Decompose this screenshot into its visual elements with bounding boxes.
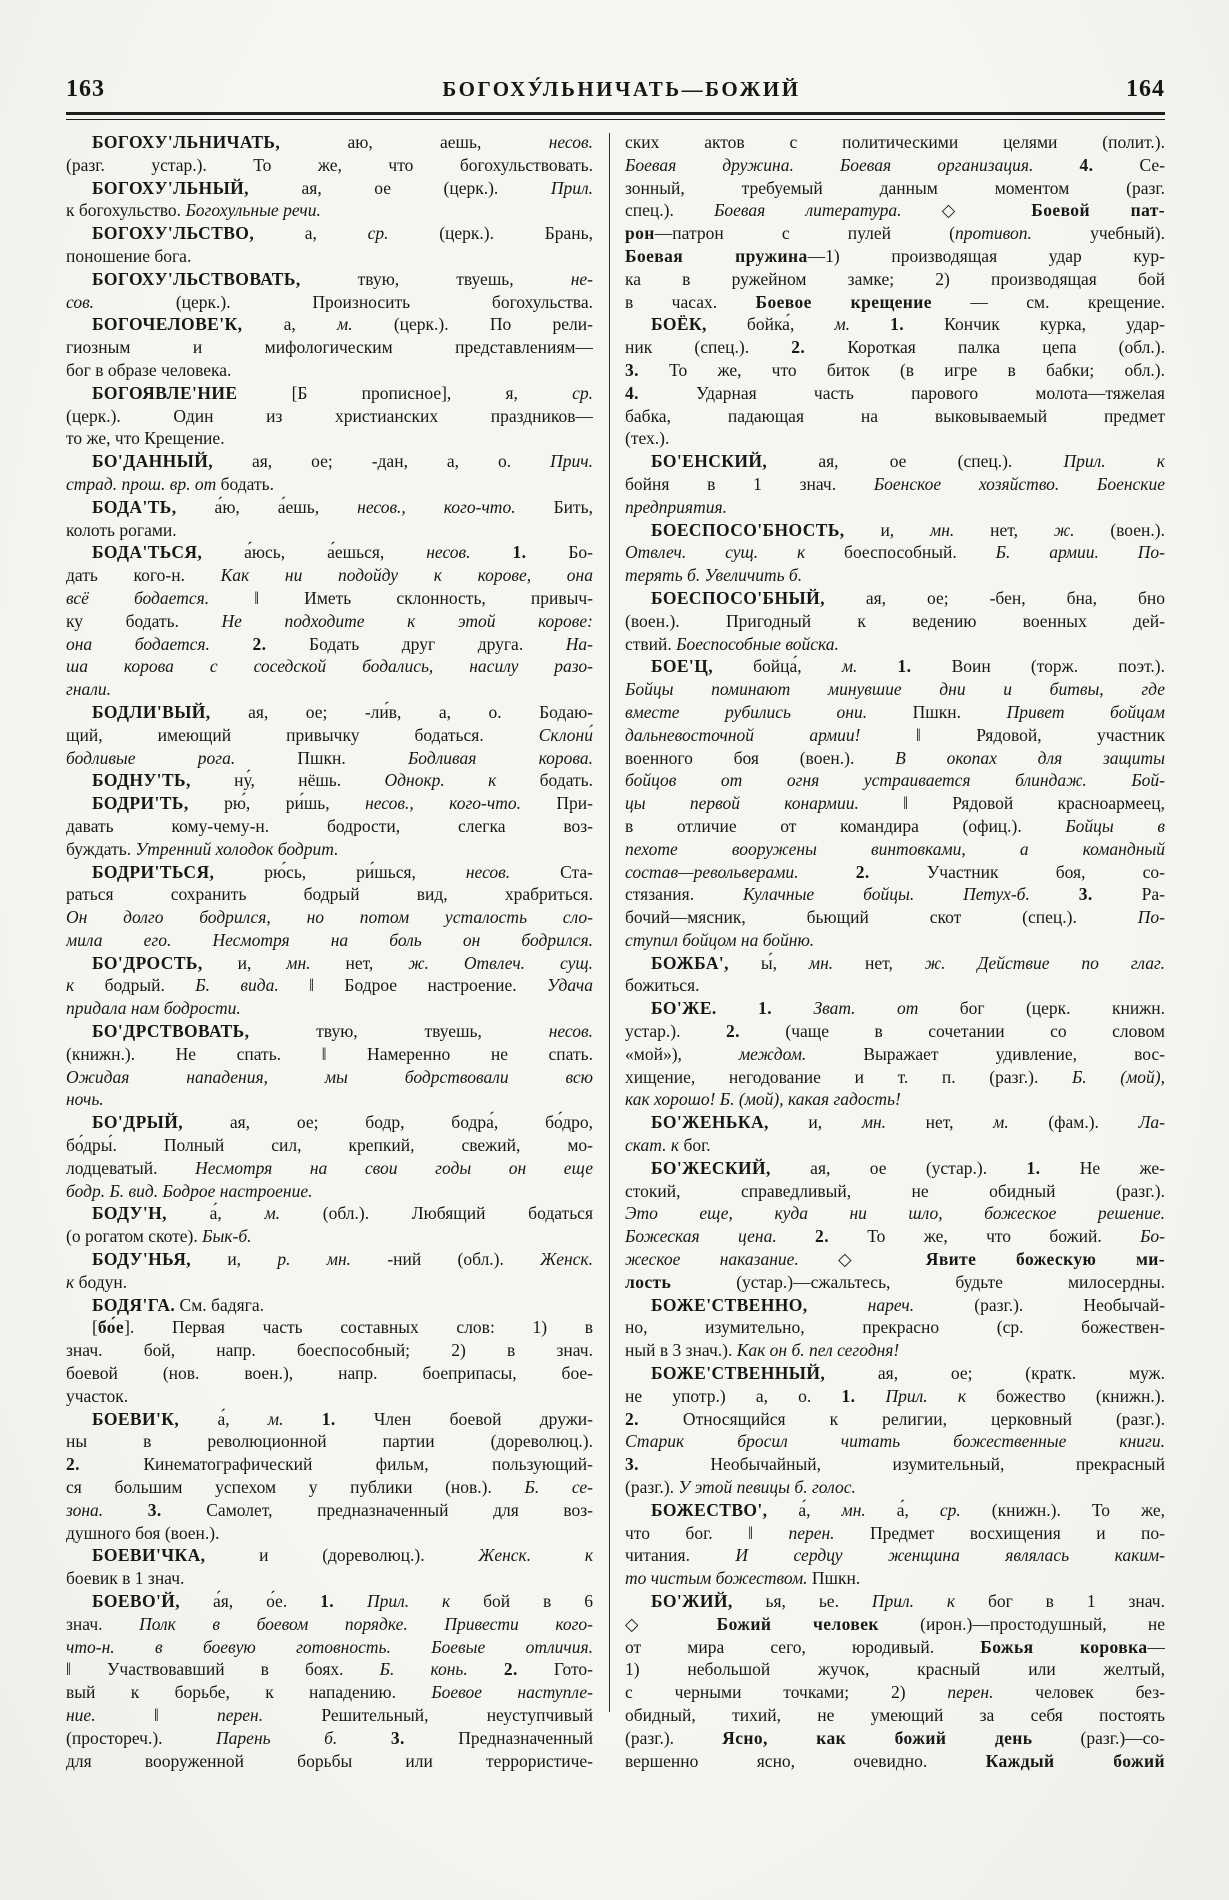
dictionary-line: ночь.: [66, 1089, 104, 1110]
dictionary-line: стокий, справедливый, не обидный (разг.).: [625, 1180, 1165, 1201]
dictionary-line: БОЕСПОСО'БНОСТЬ, и, мн. нет, ж. (воен.).: [651, 519, 1165, 540]
dictionary-line: БОДРИ'ТЬСЯ, рю́сь, ри́шься, несов. Ста-: [92, 861, 593, 882]
dictionary-line: БОЖЕ'СТВЕННО, нареч. (разг.). Необычай-: [651, 1294, 1165, 1315]
dictionary-line: БОДА'ТЬСЯ, а́юсь, а́ешься, несов. 1. Бо-: [92, 542, 593, 563]
dictionary-line: вый к борьбе, к нападению. Боевое наступле-: [66, 1682, 593, 1703]
running-head-title: БОГОХУ́ЛЬНИЧАТЬ—БОЖИЙ: [442, 77, 801, 101]
dictionary-line: гиозным и мифологическим представлениям—: [66, 337, 593, 358]
dictionary-line: но, изумительно, прекрасно (ср. божествен-: [625, 1317, 1165, 1338]
dictionary-line: БОЖЕ'СТВЕННЫЙ, ая, ое; (кратк. муж.: [651, 1363, 1165, 1384]
dictionary-line: БОДА'ТЬ, а́ю, а́ешь, несов., кого-что. Бить,: [92, 496, 593, 517]
dictionary-line: жеское наказание. ◇ Явите божескую ми-: [625, 1249, 1165, 1270]
dictionary-line: зонный, требуемый данным моментом (разг.: [625, 177, 1165, 198]
dictionary-line: стязания. Кулачные бойцы. Петух-б. 3. Ра-: [625, 884, 1165, 905]
dictionary-line: «мой»), междом. Выражает удивление, вос-: [625, 1043, 1165, 1064]
dictionary-line: дальневосточной армии! ‖ Рядовой, участник: [625, 724, 1165, 745]
dictionary-line: Бойцы поминают минувшие дни и битвы, где: [625, 679, 1165, 700]
dictionary-line: к богохульство. Богохульные речи.: [66, 200, 321, 221]
dictionary-line: ◇ Божий человек (ирон.)—простодушный, не: [625, 1613, 1165, 1634]
dictionary-line: БОГОХУ'ЛЬСТВОВАТЬ, твую, твуешь, не-: [92, 268, 593, 289]
dictionary-line: ‖ Участвовавший в боях. Б. конь. 2. Гото-: [66, 1659, 593, 1680]
column-divider: [609, 133, 610, 1712]
dictionary-line: ствий. Боеспособные войска.: [625, 633, 839, 654]
dictionary-line: боевой (нов. воен.), напр. боеприпасы, бое-: [66, 1363, 593, 1384]
dictionary-line: к бодун.: [66, 1271, 128, 1292]
dictionary-line: не употр.) а, о. 1. Прил. к божество (книжн.).: [625, 1385, 1165, 1406]
dictionary-line: ступил бойцом на бойню.: [625, 929, 815, 950]
dictionary-line: к бодрый. Б. вида. ‖ Бодрое настроение. Удача: [66, 975, 593, 996]
dictionary-line: Это еще, куда ни шло, божеское решение.: [625, 1203, 1165, 1224]
dictionary-line: для вооруженной борьбы или террористиче-: [66, 1750, 593, 1771]
dictionary-line: то чистым божеством. Пшкн.: [625, 1568, 861, 1589]
dictionary-line: читания. И сердцу женщина являлась каким-: [625, 1545, 1165, 1566]
dictionary-line: военного боя (воен.). В окопах для защиты: [625, 747, 1165, 768]
column-left: [66, 131, 593, 1772]
dictionary-line: бодр. Б. вид. Бодрое настроение.: [66, 1180, 313, 1201]
dictionary-line: (разг.). Ясно, как божий день (разг.)—со-: [625, 1727, 1165, 1748]
dictionary-line: лодцеватый. Несмотря на свои годы он еще: [66, 1157, 593, 1178]
dictionary-line: раться сохранить бодрый вид, храбриться.: [66, 884, 593, 905]
dictionary-line: 2. Относящийся к религии, церковный (разг.).: [625, 1408, 1165, 1429]
dictionary-line: ских актов с политическими целями (полит.).: [625, 132, 1165, 152]
dictionary-line: ник (спец.). 2. Короткая палка цепа (обл.).: [625, 337, 1165, 358]
dictionary-line: участок.: [66, 1385, 129, 1406]
dictionary-line: Старик бросил читать божественные книги.: [625, 1431, 1165, 1452]
column-right: [625, 131, 1165, 1772]
dictionary-line: в часах. Боевое крещение — см. крещение.: [625, 291, 1165, 312]
dictionary-line: (разг. устар.). То же, что богохульствовать.: [66, 154, 593, 175]
dictionary-line: бойцов от огня устраивается блиндаж. Бой-: [625, 770, 1165, 791]
dictionary-line: бо́дры́. Полный сил, крепкий, свежий, мо-: [66, 1135, 593, 1156]
dictionary-line: БОГОХУ'ЛЬНЫЙ, ая, ое (церк.). Прил.: [92, 177, 593, 198]
dictionary-line: давать кому-чему-н. бодрости, слегка воз-: [66, 815, 593, 836]
dictionary-line: душного боя (воен.).: [66, 1522, 220, 1543]
dictionary-line: Ожидая нападения, мы бодрствовали всю: [66, 1066, 593, 1087]
dictionary-line: (церк.). Один из христианских праздников—: [66, 405, 593, 426]
dictionary-line: [бо́е]. Первая часть составных слов: 1) в: [92, 1317, 593, 1338]
dictionary-line: бабка, падающая на выковываемый предмет: [625, 405, 1165, 426]
dictionary-line: боевик в 1 знач.: [66, 1568, 185, 1589]
dictionary-line: ка в ружейном замке; 2) производящая бой: [625, 268, 1165, 289]
dictionary-line: БО'ДРСТВОВАТЬ, твую, твуешь, несов.: [92, 1021, 593, 1042]
dictionary-line: Божеская цена. 2. То же, что божий. Бо-: [625, 1226, 1165, 1247]
dictionary-line: БОГОХУ'ЛЬСТВО, а, ср. (церк.). Брань,: [92, 223, 593, 244]
dictionary-line: состав—револьверами. 2. Участник боя, со-: [625, 861, 1165, 882]
dictionary-line: зона. 3. Самолет, предназначенный для воз-: [66, 1499, 593, 1520]
dictionary-line: ный в 3 знач.). Как он б. пел сегодня!: [625, 1340, 900, 1361]
dictionary-line: от мира сего, юродивый. Божья коровка—: [625, 1636, 1165, 1657]
dictionary-line: 4. Ударная часть парового молота—тяжелая: [625, 382, 1165, 403]
dictionary-line: (воен.). Пригодный к ведению военных дей-: [625, 610, 1165, 631]
dictionary-line: с черными точками; 2) перен. человек без-: [625, 1682, 1165, 1703]
dictionary-line: бог в образе человека.: [66, 359, 232, 380]
dictionary-line: БОЕСПОСО'БНЫЙ, ая, ое; -бен, бна, бно: [651, 587, 1165, 608]
dictionary-line: 3. Необычайный, изумительный, прекрасный: [625, 1454, 1165, 1475]
dictionary-line: БО'ЖЕНЬКА, и, мн. нет, м. (фам.). Ла-: [651, 1112, 1165, 1133]
dictionary-line: как хорошо! Б. (мой), какая гадость!: [625, 1089, 901, 1110]
dictionary-line: БО'ЕНСКИЙ, ая, ое (спец.). Прил. к: [651, 451, 1165, 472]
dictionary-line: (тех.).: [625, 428, 670, 449]
dictionary-line: скат. к бог.: [625, 1135, 711, 1156]
dictionary-line: знач. бой, напр. боеспособный; 2) в знач.: [66, 1340, 593, 1361]
dictionary-line: БОДУ'НЬЯ, и, р. мн. -ний (обл.). Женск.: [92, 1249, 593, 1270]
dictionary-line: терять б. Увеличить б.: [625, 565, 803, 586]
text-columns: [66, 131, 1165, 1772]
dictionary-line: рон—патрон с пулей (противоп. учебный).: [625, 223, 1165, 244]
dictionary-line: мила его. Несмотря на боль он бодрился.: [66, 929, 593, 950]
dictionary-line: БО'ДРОСТЬ, и, мн. нет, ж. Отвлеч. сущ.: [92, 952, 593, 973]
dictionary-line: цы первой конармии. ‖ Рядовой красноармеец,: [625, 793, 1165, 814]
dictionary-line: то же, что Крещение.: [66, 428, 225, 449]
dictionary-line: (книжн.). Не спать. ‖ Намеренно не спать.: [66, 1043, 593, 1064]
dictionary-line: БОГОХУ'ЛЬНИЧАТЬ, аю, аешь, несов.: [92, 132, 593, 152]
running-header: [66, 76, 1165, 103]
dictionary-line: БОГОЯВЛЕ'НИЕ [Б прописное], я, ср.: [92, 382, 593, 403]
dictionary-line: БО'ДРЫЙ, ая, ое; бодр, бодра́, бо́дро,: [92, 1112, 593, 1133]
dictionary-line: 2. Кинематографический фильм, пользующий-: [66, 1454, 593, 1475]
dictionary-line: БОЕВИ'К, а́, м. 1. Член боевой дружи-: [92, 1408, 593, 1429]
dictionary-line: пехоте вооружены винтовками, а командный: [625, 838, 1165, 859]
dictionary-line: щий, имеющий привычку бодаться. Склони́: [66, 724, 593, 745]
dictionary-line: что бог. ‖ перен. Предмет восхищения и по-: [625, 1522, 1165, 1543]
dictionary-line: она бодается. 2. Бодать друг друга. На-: [66, 633, 593, 654]
dictionary-line: БОДРИ'ТЬ, рю́, ри́шь, несов., кого-что. При-: [92, 793, 593, 814]
dictionary-line: колоть рогами.: [66, 519, 177, 540]
dictionary-line: бодливые рога. Пшкн. Бодливая корова.: [66, 747, 593, 768]
dictionary-line: вместе рубились они. Пшкн. Привет бойцам: [625, 701, 1165, 722]
dictionary-line: (о рогатом скоте). Бык-б.: [66, 1226, 252, 1247]
header-double-rule: [66, 112, 1165, 120]
dictionary-line: что-н. в боевую готовность. Боевые отличия.: [66, 1636, 593, 1657]
dictionary-line: дать кого-н. Как ни подойду к корове, она: [66, 565, 593, 586]
dictionary-line: БОЖЕСТВО', а́, мн. а́, ср. (книжн.). То же,: [651, 1499, 1165, 1520]
dictionary-line: ся большим успехом у публики (нов.). Б. се-: [66, 1477, 593, 1498]
dictionary-line: ша корова с соседской бодались, насилу разо-: [66, 656, 593, 677]
dictionary-line: бойня в 1 знач. Боенское хозяйство. Боенские: [625, 473, 1165, 494]
dictionary-line: БО'ДАННЫЙ, ая, ое; -дан, а, о. Прич.: [92, 451, 593, 472]
dictionary-line: БОЕВО'Й, а́я, о́е. 1. Прил. к бой в 6: [92, 1591, 593, 1611]
dictionary-line: обидный, тихий, не умеющий за себя постоять: [625, 1704, 1165, 1725]
dictionary-line: спец.). Боевая литература. ◇ Боевой пат-: [625, 200, 1165, 221]
dictionary-line: гнали.: [66, 679, 112, 700]
dictionary-line: устар.). 2. (чаще в сочетании со словом: [625, 1021, 1165, 1042]
dictionary-line: БОЁК, бойка́, м. 1. Кончик курка, удар-: [651, 314, 1165, 335]
dictionary-line: бочий—мясник, бьющий скот (спец.). По-: [625, 907, 1165, 928]
dictionary-line: БО'ЖЕ. 1. Зват. от бог (церк. книжн.: [651, 998, 1165, 1019]
dictionary-line: хищение, негодование и т. п. (разг.). Б. (мой),: [625, 1066, 1165, 1087]
dictionary-line: БОДЯ'ГА. См. бадяга.: [92, 1294, 264, 1315]
dictionary-line: 1) небольшой жучок, красный или желтый,: [625, 1659, 1165, 1680]
dictionary-line: Он долго бодрился, но потом усталость сло-: [66, 907, 593, 928]
dictionary-line: ние. ‖ перен. Решительный, неуступчивый: [66, 1704, 593, 1725]
dictionary-line: божиться.: [625, 975, 700, 996]
dictionary-line: (простореч.). Парень б. 3. Предназначенный: [66, 1727, 593, 1748]
dictionary-line: поношение бога.: [66, 245, 192, 266]
dictionary-line: Боевая дружина. Боевая организация. 4. Се-: [625, 154, 1165, 175]
dictionary-line: страд. прош. вр. от бодать.: [66, 473, 274, 494]
dictionary-line: БО'ЖИЙ, ья, ье. Прил. к бог в 1 знач.: [651, 1591, 1165, 1611]
dictionary-line: БОЖБА', ы́, мн. нет, ж. Действие по глаг.: [651, 952, 1165, 973]
dictionary-line: придала нам бодрости.: [66, 998, 241, 1019]
dictionary-line: БОДНУ'ТЬ, ну́, нёшь. Однокр. к бодать.: [92, 770, 593, 791]
dictionary-line: буждать. Утренний холодок бодрит.: [66, 838, 339, 859]
page-number-left: 163: [66, 76, 105, 102]
dictionary-line: Боевая пружина—1) производящая удар кур-: [625, 245, 1165, 266]
page-number-right: 164: [1125, 76, 1165, 102]
dictionary-line: (разг.). У этой певицы б. голос.: [625, 1477, 856, 1498]
dictionary-line: БОДУ'Н, а́, м. (обл.). Любящий бодаться: [92, 1203, 593, 1224]
dictionary-line: БО'ЖЕСКИЙ, ая, ое (устар.). 1. Не же-: [651, 1157, 1165, 1178]
dictionary-line: БОЕВИ'ЧКА, и (дореволюц.). Женск. к: [92, 1545, 593, 1566]
dictionary-line: БОДЛИ'ВЫЙ, ая, ое; -ли́в, а, о. Бодаю-: [92, 701, 593, 722]
dictionary-line: ны в революционной партии (дореволюц.).: [66, 1431, 593, 1452]
dictionary-line: БОГОЧЕЛОВЕ'К, а, м. (церк.). По рели-: [92, 314, 593, 335]
dictionary-line: ку бодать. Не подходите к этой корове:: [66, 610, 593, 631]
dictionary-line: 3. То же, что биток (в игре в бабки; обл.).: [625, 359, 1165, 380]
dictionary-line: БОЕ'Ц, бойца́, м. 1. Воин (торж. поэт.).: [651, 656, 1165, 677]
dictionary-line: предприятия.: [625, 496, 727, 517]
dictionary-line: вершенно ясно, очевидно. Каждый божий: [625, 1750, 1165, 1771]
dictionary-line: всё бодается. ‖ Иметь склонность, привыч-: [66, 587, 593, 608]
dictionary-line: Отвлеч. сущ. к боеспособный. Б. армии. По-: [625, 542, 1165, 563]
dictionary-line: знач. Полк в боевом порядке. Привести кого-: [66, 1613, 593, 1634]
dictionary-line: лость (устар.)—сжальтесь, будьте милосердны.: [625, 1271, 1165, 1292]
dictionary-line: сов. (церк.). Произносить богохульства.: [66, 291, 593, 312]
dictionary-line: в отличие от командира (офиц.). Бойцы в: [625, 815, 1165, 836]
